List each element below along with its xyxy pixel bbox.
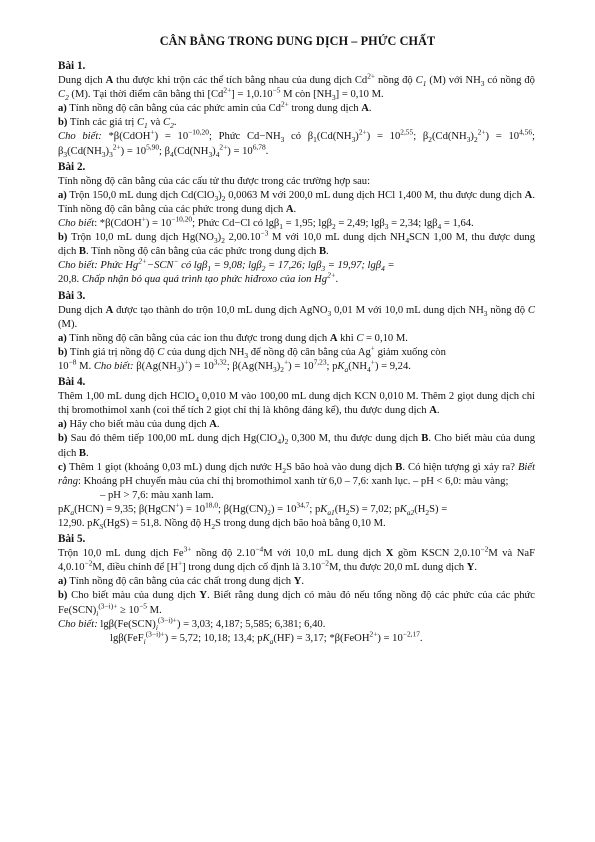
exercise-1-question-b: b) Tính các giá trị $C_1$ và $C_2$. <box>58 117 177 131</box>
exercise-4-intro: Thêm 1,00 mL dung dịch HClO$_4$ 0,010 M vào 100,00 mL dung dịch KCN 0,010 M. Thêm 2 giọt dung dịch chỉ thị bromothimol xanh (coi thể tích 2 giọt chỉ thị là không đáng kể), thu được dung dịch A. <box>58 391 535 417</box>
exercise-3-intro: Dung dịch A được tạo thành do trộn 10,0 mL dung dịch AgNO$_3$ 0,01 M với 10,0 mL dung dịch $NH_3$ nồng độ C (M). <box>58 304 535 330</box>
exercise-5-heading: Bài 5. <box>58 533 86 546</box>
exercise-5-intro: Trộn 10,0 mL dung dịch $Fe^{3+}$ nồng độ $2.10^{-4}M$ với 10,0 mL dung dịch X gồm KSCN $2,0.10^{-2}M$ và NaF $4,0.10^{-2}M$, điều chỉnh để [H+] trong dung dịch cố định là $3.10^{-2}M$, thu được 20,0 mL dung dịch Y. <box>58 544 536 574</box>
exercise-3-heading: Bài 3. <box>58 289 86 302</box>
exercise-1-given: Cho biết: *β(CdOH+) = $10^{-10,20}$; Phức $Cd-NH_3$ có $\beta_1(Cd(NH_3)^{2+}) = 10^{2,55}$; $\beta_2(Cd(NH_3)_2^{2+}) = 10^{4,56}$; $\beta_3(Cd(NH_3)_3^{2+}) = 10^{5,90}$; $\beta_4(Cd(NH_3)_4^{2+}) = 10^{6,78}$. <box>58 127 535 159</box>
exercise-2-question-b: b) Trộn 10,0 mL dung dịch $Hg(NO_3)_2$ $2,00.10^{-3}$ M với 10,0 mL dung dịch $NH_4SCN$ 1,00 M, thu được dung dịch B. Tính nồng độ cân bằng của các phức trong dung dịch B. <box>58 228 536 258</box>
exercise-4-question-c: c) Thêm 1 giọt (khoảng 0,03 mL) dung dịch nước $H_2S$ bão hoà vào dung dịch B. Có hiện tượng gì xảy ra? Biết rằng: Khoảng pH chuyển màu của chỉ thị bromothimol xanh từ 6,0 – 7,6: xanh lục. – pH < 6,0: màu vàng; <box>58 461 536 487</box>
exercise-4-constants: $pK_a(HCN) = 9,35$; β(HgCN+) = $10^{18,0}$; $\beta(Hg(CN)_2) = 10^{34,7}$; $pK_{a1}(H_2S) = 7,02$; $pK_{a2}(H_2S)$ = 12,90. $pK_S(HgS) = 51,8$. Nồng độ $H_2S$ trong dung dịch bão hoà bằng 0,10 M. <box>58 500 448 532</box>
page-title: CÂN BẰNG TRONG DUNG DỊCH – PHỨC CHẤT <box>159 34 436 48</box>
exercise-3-question-a: a) Tính nồng độ cân bằng của các ion thu được trong dung dịch A khi C = 0,10 M. <box>58 332 408 344</box>
exercise-2-question-a: a) Trộn 150,0 mL dung dịch $Cd(ClO_3)_2$ 0,0063 M với 200,0 mL dung dịch HCl 1,400 M, thu được dung dịch A. Tính nồng độ cân bằng của các phức trong dung dịch A. <box>58 189 535 215</box>
exercise-5-given-f: lgβ(FeF$_i^{(3-i)+}$) = 5,72; 10,18; 13,4; $pK_a(HF) = 3,17$; *β(FeOH$^{2+}$) = $10^{-2,17}$. <box>110 629 423 646</box>
exercise-3-question-b: b) Tính giá trị nồng độ C của dung dịch $NH_3$ để nồng độ cân bằng của Ag+ giảm xuống còn $10^{-8}$ M. Cho biết: $\beta(Ag(NH_3)^+) = 10^{3,32}$; $\beta(Ag(NH_3)_2^+) = 10^{7,23}$; $pK_a(NH_4^+) = 9,24$. <box>58 343 446 375</box>
exercise-2-given-b: Cho biết: Phức $Hg^{2+}-SCN^-$ có lgβ$_1$ = 9,08; lgβ$_2$ = 17,26; lgβ$_3$ = 19,97; lgβ$_4$ = 20,8. Chấp nhận bỏ qua quá trình tạo phức hiđroxo của ion $Hg^{2+}$. <box>58 256 395 286</box>
exercise-1-intro: Dung dịch A thu được khi trộn các thể tích bằng nhau của dung dịch $Cd^{2+}$ nồng độ $C_1$ (M) với $NH_3$ có nồng độ $C_2$ (M). Tại thời điểm cân bằng thì $[Cd^{2+}] = 1,0.10^{-5}$ M còn $[NH_3] = 0,10$ M. <box>58 71 535 103</box>
exercise-2-intro: Tính nồng độ cân bằng của các cấu tử thu được trong các trường hợp sau: <box>58 175 371 187</box>
exercise-4-question-a: a) Hãy cho biết màu của dung dịch A. <box>58 419 220 431</box>
exercise-4-heading: Bài 4. <box>58 376 86 389</box>
exercise-1-heading: Bài 1. <box>58 60 86 72</box>
exercise-5-given-scn: Cho biết: $\lg\beta(Fe(SCN)_i^{(3-i)+}) = 3,03$; 4,187; 5,585; 6,381; 6,40. <box>58 615 326 632</box>
exercise-2-given-a: Cho biết: *β(CdOH+) = $10^{-10,20}$; Phức Cd−Cl có lgβ$_1$ = 1,95; lgβ$_2$ = 2,49; lgβ$_3$ = 2,34; lgβ$_4$ = 1,64. <box>58 214 474 232</box>
document-body <box>58 58 535 646</box>
exercise-1-question-a: a) Tính nồng độ cân bằng của các phức amin của $Cd^{2+}$ trong dung dịch A. <box>58 99 372 115</box>
exercise-5-question-b: b) Cho biết màu của dung dịch Y. Biết rằng dung dịch có màu đỏ nếu tổng nồng độ các phức của các phức $Fe(SCN)_i^{(3-i)+} \ge 10^{-5}$ M. <box>58 590 535 618</box>
exercise-4-question-b: b) Sau đó thêm tiếp 100,00 mL dung dịch $Hg(ClO_4)_2$ 0,300 M, thu được dung dịch B. Cho biết màu của dung dịch B. <box>58 433 535 459</box>
exercise-2-heading: Bài 2. <box>58 160 86 173</box>
exercise-4-color-note: – pH > 7,6: màu xanh lam. <box>100 489 214 501</box>
exercise-5-question-a: a) Tính nồng độ cân bằng của các chất trong dung dịch Y. <box>58 576 305 588</box>
